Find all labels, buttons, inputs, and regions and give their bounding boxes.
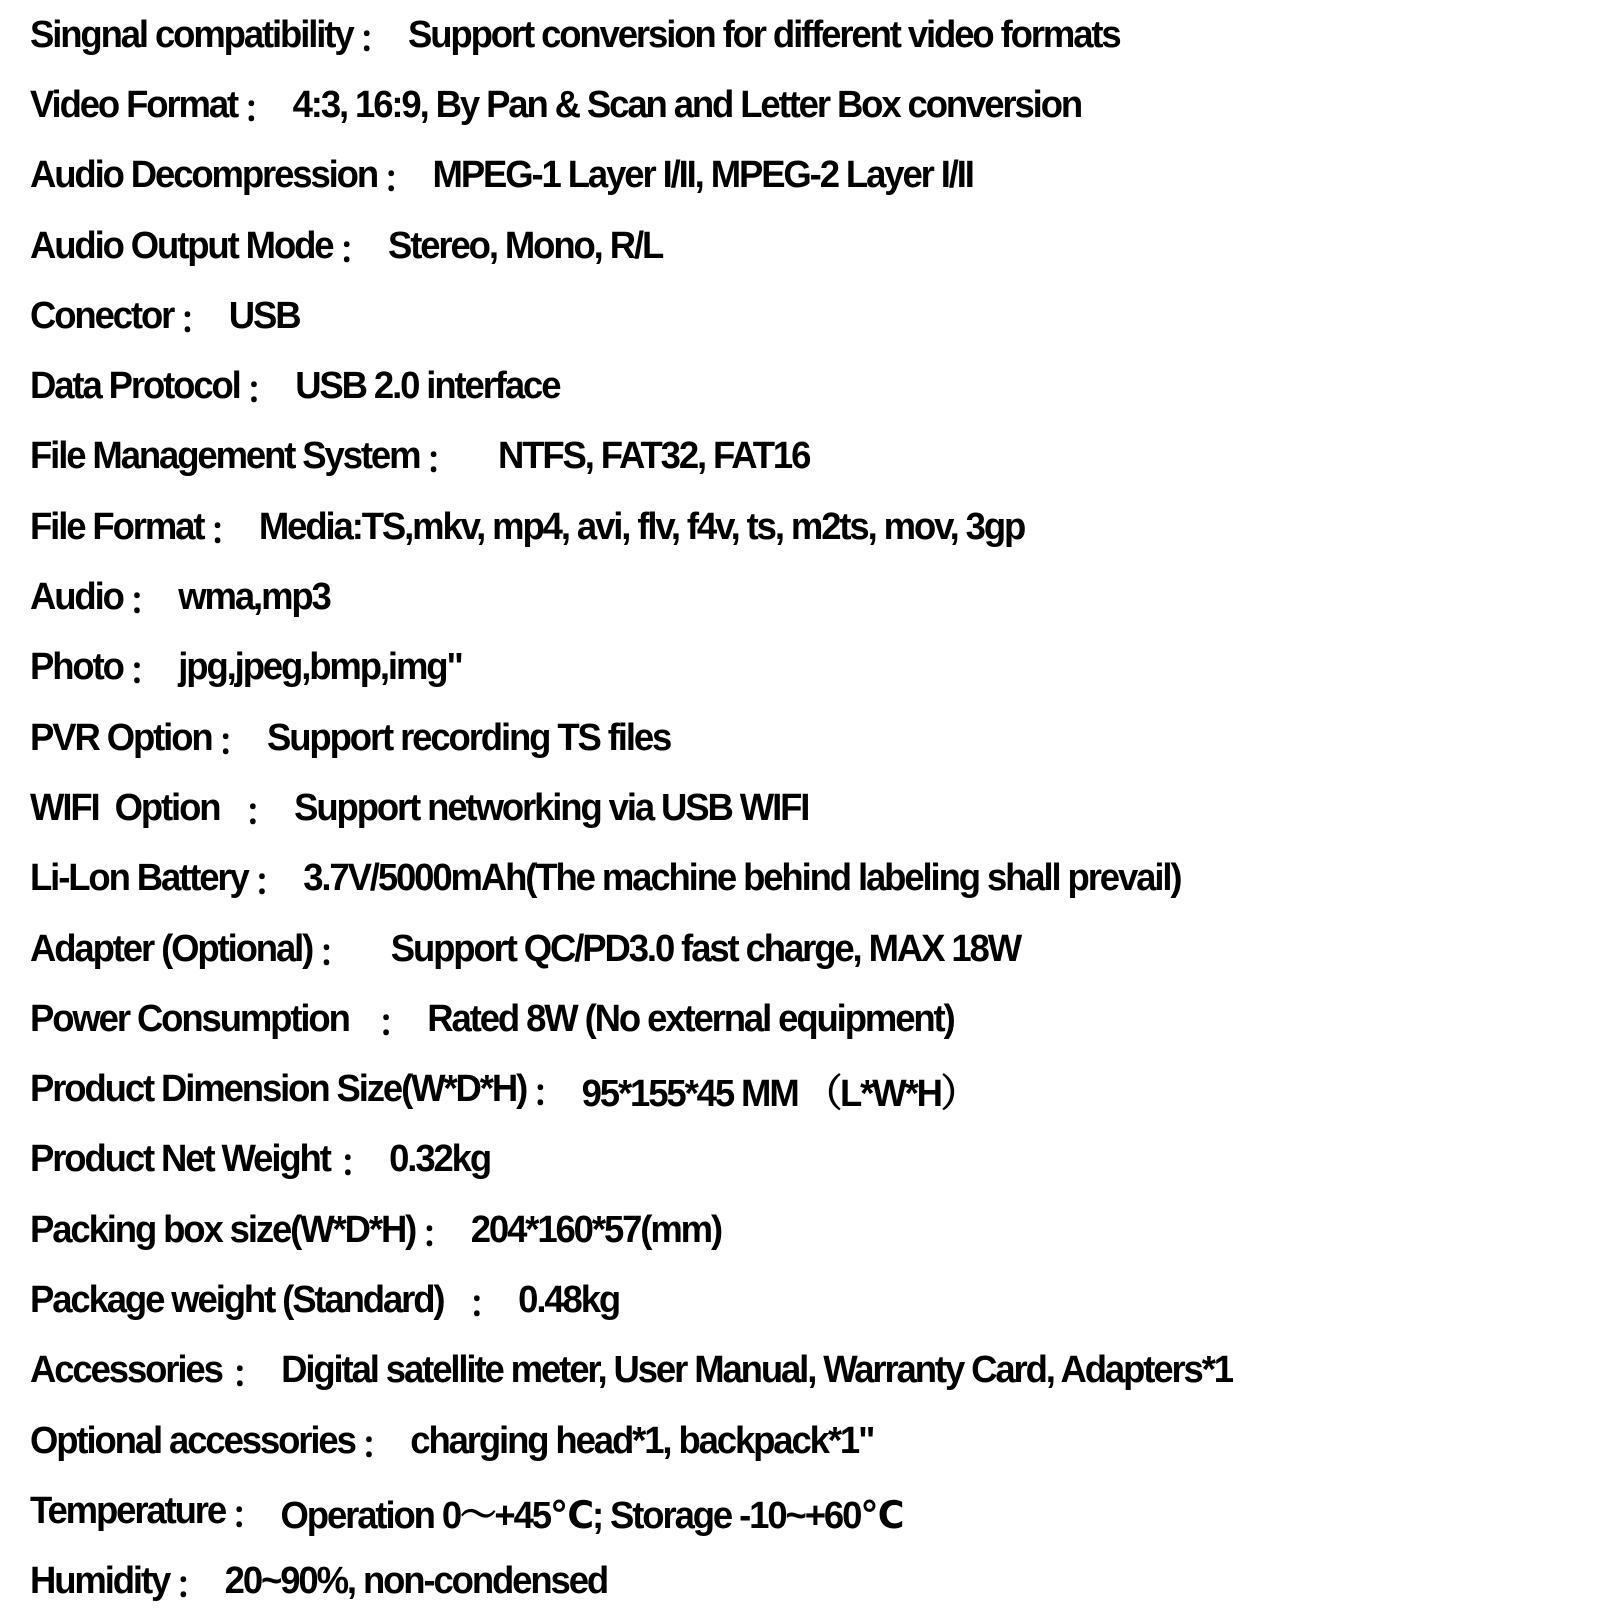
spec-row-file-management-system — [30, 422, 1518, 492]
spec-label: Conector — [30, 294, 174, 337]
spec-separator: ： — [245, 370, 280, 413]
spec-label: Optional accessories — [30, 1419, 355, 1462]
spec-row-data-protocol — [30, 351, 1518, 421]
spec-row-optional-accessories — [30, 1406, 1518, 1476]
spec-separator: ： — [317, 932, 353, 975]
spec-label: Product Dimension Size(W*D*H) — [30, 1068, 527, 1111]
spec-row-audio-output-mode — [30, 211, 1518, 281]
spec-separator: ： — [244, 791, 279, 834]
spec-label: File Management System — [30, 435, 420, 478]
spec-separator: ： — [339, 1143, 374, 1186]
spec-row-wifi-option — [30, 773, 1518, 843]
spec-row-packing-box-size — [30, 1195, 1518, 1265]
spec-separator: ： — [338, 229, 373, 272]
spec-row-audio — [30, 562, 1518, 632]
spec-label: Accessories — [30, 1349, 222, 1392]
spec-row-humidity — [30, 1547, 1518, 1617]
spec-row-pvr-option — [30, 703, 1518, 773]
spec-row-connector — [30, 281, 1518, 351]
spec-separator: ： — [360, 1424, 395, 1467]
spec-row-accessories — [30, 1336, 1518, 1406]
spec-row-file-format — [30, 492, 1518, 562]
spec-label: File Format — [30, 505, 204, 548]
spec-separator: ： — [358, 18, 393, 61]
spec-separator: ： — [217, 721, 252, 764]
spec-value: charging head*1, backpack*1" — [410, 1419, 874, 1462]
spec-label: Packing box size(W*D*H) — [30, 1208, 416, 1251]
spec-separator: ： — [425, 440, 460, 483]
spec-separator: ： — [468, 1283, 503, 1326]
spec-value: 4:3, 16:9, By Pan & Scan and Letter Box conversion — [292, 83, 1082, 126]
spec-separator: ： — [174, 1565, 210, 1608]
spec-row-power-consumption — [30, 984, 1518, 1054]
spec-value: Support conversion for different video formats — [408, 13, 1120, 56]
spec-row-temperature — [30, 1476, 1518, 1546]
spec-value: Rated 8W (No external equipment) — [427, 997, 954, 1040]
spec-separator: ： — [209, 510, 244, 553]
spec-value: 204*160*57(mm) — [470, 1208, 722, 1251]
spec-separator: ： — [531, 1073, 567, 1116]
spec-value: NTFS, FAT32, FAT16 — [497, 435, 810, 478]
spec-row-adapter — [30, 914, 1518, 984]
spec-label: WIFI Option — [30, 786, 220, 829]
spec-separator: ： — [253, 862, 288, 905]
spec-label: Package weight (Standard) — [30, 1278, 444, 1321]
spec-label: Adapter (Optional) — [30, 927, 313, 970]
spec-value: USB — [228, 294, 300, 337]
spec-row-package-weight — [30, 1265, 1518, 1335]
spec-label: Audio — [30, 576, 123, 619]
spec-label: Temperature — [30, 1489, 226, 1532]
spec-row-signal-compatibility — [30, 0, 1518, 70]
spec-value: Media:TS,mkv, mp4, avi, flv, f4v, ts, m2ts, mov, 3gp — [258, 505, 1025, 548]
spec-value: MPEG-1 Layer I/II, MPEG-2 Layer I/II — [432, 154, 973, 197]
spec-separator: ： — [382, 159, 418, 202]
spec-label: Audio Output Mode — [30, 224, 333, 267]
spec-separator: ： — [242, 88, 278, 131]
spec-value: wma,mp3 — [178, 576, 330, 619]
spec-label: Audio Decompression — [30, 154, 378, 197]
spec-value: 0.32kg — [389, 1138, 491, 1181]
spec-row-audio-decompression — [30, 141, 1518, 211]
spec-separator: ： — [420, 1213, 456, 1256]
spec-value: Support QC/PD3.0 fast charge, MAX 18W — [390, 927, 1021, 970]
spec-value: Operation 0～+45℃; Storage -10~+60℃ — [280, 1494, 903, 1537]
spec-value: Support recording TS files — [267, 716, 671, 759]
spec-label: Humidity — [30, 1560, 170, 1603]
spec-separator: ： — [231, 1354, 266, 1397]
spec-value: 20~90%, non-condensed — [224, 1560, 608, 1603]
spec-label: Video Format — [30, 83, 238, 126]
spec-value: Support networking via USB WIFI — [294, 786, 809, 829]
spec-row-product-net-weight — [30, 1125, 1518, 1195]
spec-label: Data Protocol — [30, 365, 240, 408]
spec-value: Stereo, Mono, R/L — [387, 224, 663, 267]
spec-separator: ： — [128, 651, 163, 694]
spec-value: Digital satellite meter, User Manual, Warranty Card, Adapters*1 — [281, 1349, 1232, 1392]
spec-label: PVR Option — [30, 716, 212, 759]
spec-label: Power Consumption — [30, 997, 349, 1040]
spec-separator: ： — [377, 1002, 412, 1045]
spec-separator: ： — [128, 581, 163, 624]
spec-label: Product Net Weight — [30, 1138, 330, 1181]
spec-row-video-format — [30, 70, 1518, 140]
spec-row-product-dimension — [30, 1054, 1518, 1124]
spec-row-photo — [30, 633, 1518, 703]
spec-value: 0.48kg — [518, 1278, 620, 1321]
spec-separator: ： — [230, 1494, 266, 1537]
spec-row-battery — [30, 844, 1518, 914]
spec-separator: ： — [178, 299, 214, 342]
spec-label: Photo — [30, 646, 123, 689]
spec-value: 95*155*45 MM （L*W*H） — [581, 1073, 976, 1116]
spec-list — [30, 0, 1580, 1617]
spec-value: USB 2.0 interface — [295, 365, 560, 408]
spec-label: Li-Lon Battery — [30, 857, 248, 900]
spec-value: jpg,jpeg,bmp,img" — [178, 646, 462, 689]
spec-label: Singnal compatibility — [30, 13, 353, 56]
spec-value: 3.7V/5000mAh(The machine behind labeling shall prevail) — [303, 857, 1181, 900]
